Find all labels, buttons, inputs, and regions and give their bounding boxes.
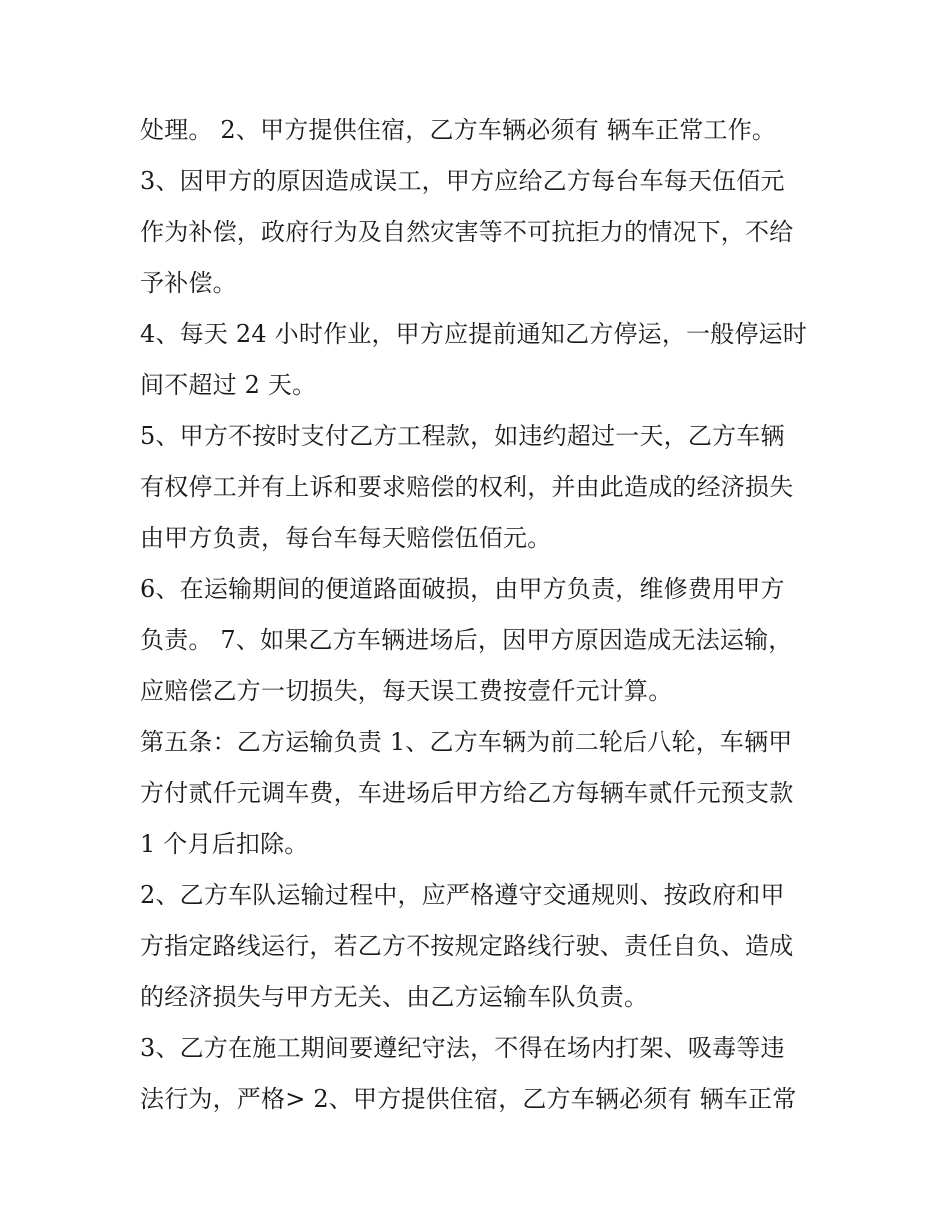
text-line: 方指定路线运行，若乙方不按规定路线行驶、责任自负、造成 [140,932,794,960]
text-line: 1 个月后扣除。 [140,830,309,858]
text-line: 5、甲方不按时支付乙方工程款，如违约超过一天，乙方车辆 [140,422,785,450]
text-line: 的经济损失与甲方无关、由乙方运输车队负责。 [140,983,649,1011]
text-line: 2、乙方车队运输过程中，应严格遵守交通规则、按政府和甲 [140,881,785,909]
text-line: 第五条：乙方运输负责 1、乙方车辆为前二轮后八轮，车辆甲 [140,728,793,756]
text-line: 应赔偿乙方一切损失，每天误工费按壹仟元计算。 [140,677,673,705]
text-line: 3、乙方在施工期间要遵纪守法，不得在场内打架、吸毒等违 [140,1034,785,1062]
text-line: 有权停工并有上诉和要求赔偿的权利，并由此造成的经济损失 [140,473,794,501]
text-line: 3、因甲方的原因造成误工，甲方应给乙方每台车每天伍佰元 [140,167,785,195]
document-body [140,105,820,1125]
text-line: 间不超过 2 天。 [140,371,317,399]
text-line: 处理。 2、甲方提供住宿，乙方车辆必须有 辆车正常工作。 [140,116,777,144]
text-line: 法行为，严格> 2、甲方提供住宿，乙方车辆必须有 辆车正常 [140,1085,797,1113]
text-line: 作为补偿，政府行为及自然灾害等不可抗拒力的情况下，不给 [140,218,794,246]
text-line: 负责。 7、如果乙方车辆进场后，因甲方原因造成无法运输， [140,626,793,654]
text-line: 由甲方负责，每台车每天赔偿伍佰元。 [140,524,552,552]
text-line: 方付贰仟元调车费，车进场后甲方给乙方每辆车贰仟元预支款 [140,779,794,807]
text-line: 予补偿。 [140,269,237,297]
text-line: 4、每天 24 小时作业，甲方应提前通知乙方停运，一般停运时 [140,320,808,348]
text-line: 6、在运输期间的便道路面破损，由甲方负责，维修费用甲方 [140,575,785,603]
